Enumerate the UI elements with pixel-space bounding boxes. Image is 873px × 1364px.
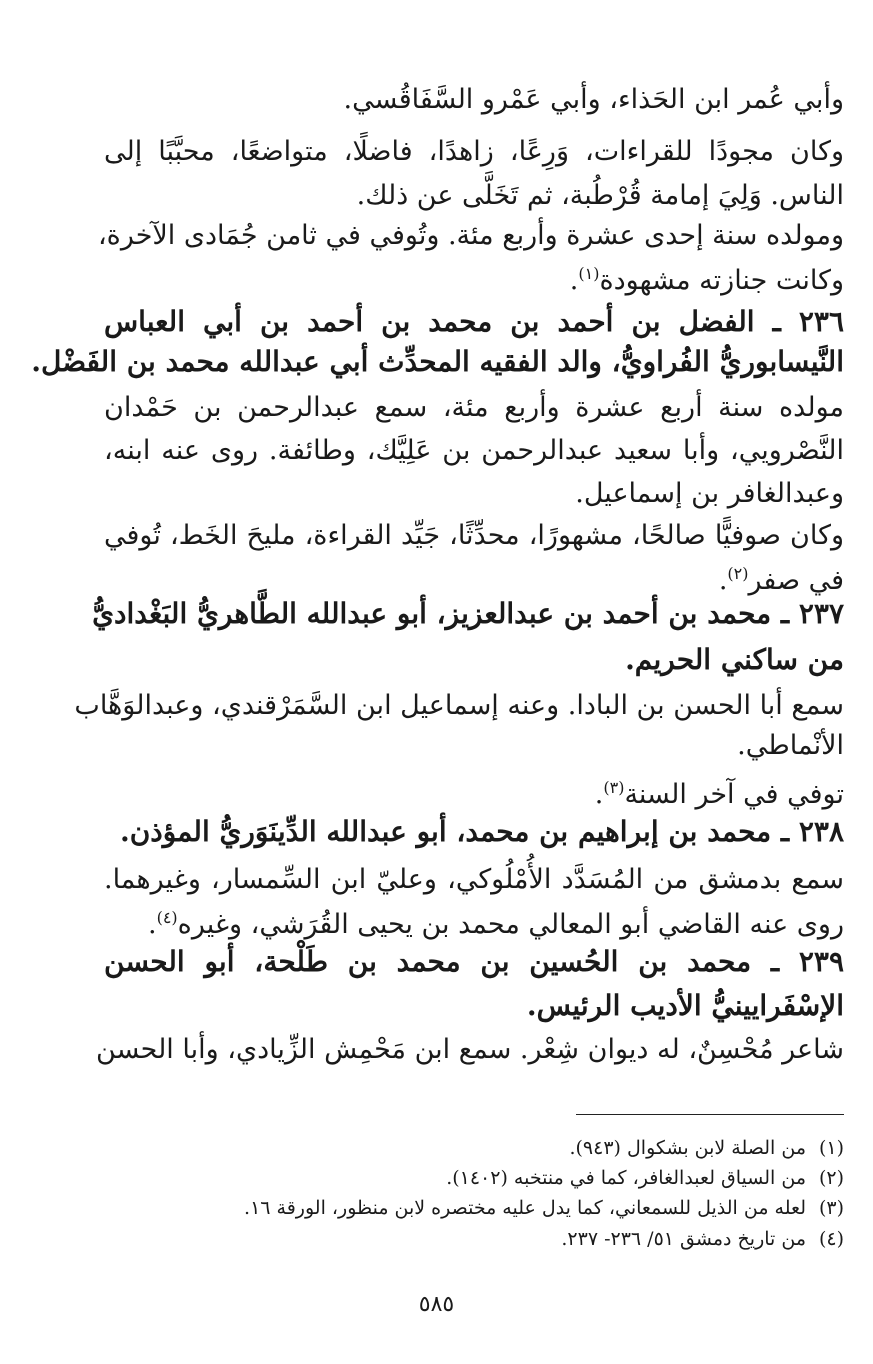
text-span: توفي في آخر السنة [624,779,844,810]
text-span: روى عنه القاضي أبو المعالي محمد بن يحيى القُرَشي، وغيره [177,909,844,940]
text-line [104,556,844,599]
text-line [104,900,844,943]
text-line [104,256,844,299]
entry-heading-239-cont: الإسْفَرايينيُّ الأديب الرئيس. [526,989,844,1022]
footnote-number: (٤) [818,1228,844,1250]
text-line: مولده سنة أربع عشرة وأربع مئة، سمع عبدالرحمن بن حَمْدان [104,392,844,423]
text-span: في صفر [748,565,844,596]
text-line: الأنْماطي. [737,730,844,761]
footnote-4 [124,1227,844,1251]
text-line: سمع بدمشق من المُسَدَّد الأُمْلُوكي، وعليّ ابن السِّمسار، وغيرهما. [104,864,844,895]
footnote-3 [124,1196,844,1220]
text-line: وكان صوفيًّا صالحًا، مشهورًا، محدِّثًا، جَيِّد القراءة، مليحَ الخَط، تُوفي [104,520,844,551]
footnote-2 [124,1166,844,1190]
footnote-text: من تاريخ دمشق ٥١/ ٢٣٦- ٢٣٧. [561,1228,806,1250]
entry-heading-239: ٢٣٩ ـ محمد بن الحُسين بن محمد بن طَلْحة، أبو الحسن [104,945,844,978]
footnote-text: لعله من الذيل للسمعاني، كما يدل عليه مختصره لابن منظور، الورقة ١٦. [244,1197,806,1219]
text-line: وكان مجودًا للقراءات، وَرِعًا، زاهدًا، فاضلًا، متواضعًا، محبَّبًا إلى [104,136,844,167]
footnote-text: من الصلة لابن بشكوال (٩٤٣). [569,1137,806,1159]
footnote-text: من السياق لعبدالغافر، كما في منتخبه (١٤٠٢). [446,1167,806,1189]
entry-heading-236-cont: النَّيسابوريُّ الفُراويُّ، والد الفقيه المحدِّث أبي عبدالله محمد بن الفَضْل. [31,345,844,378]
footnote-marker: (٣) [603,778,625,797]
footnote-separator [576,1114,844,1115]
entry-heading-236: ٢٣٦ ـ الفضل بن أحمد بن محمد بن أحمد بن أبي العباس [104,305,844,338]
text-span: . [594,779,604,810]
text-line [104,770,844,813]
text-span: . [147,909,157,940]
page-body [31,82,844,1352]
text-line: وأبي عُمر ابن الحَذاء، وأبي عَمْرو السَّفَاقُسي. [343,84,844,115]
page-number: ٥٨٥ [418,1292,455,1317]
entry-heading-237: ٢٣٧ ـ محمد بن أحمد بن عبدالعزيز، أبو عبدالله الطَّاهريُّ البَغْداديُّ [92,597,844,630]
text-line: وعبدالغافر بن إسماعيل. [575,478,844,509]
entry-heading-237-cont: من ساكني الحريم. [625,643,844,676]
footnote-marker: (٢) [727,564,749,583]
text-span: وكانت جنازته مشهودة [599,265,844,296]
text-line: شاعر مُحْسِنٌ، له ديوان شِعْر. سمع ابن مَحْمِش الزِّيادي، وأبا الحسن [96,1034,844,1065]
footnote-1 [124,1136,844,1160]
footnote-marker: (١) [578,264,600,283]
text-span: . [718,565,728,596]
footnote-number: (٣) [818,1197,844,1219]
text-line: ومولده سنة إحدى عشرة وأربع مئة. وتُوفي في ثامن جُمَادى الآخرة، [97,220,844,251]
entry-heading-238: ٢٣٨ ـ محمد بن إبراهيم بن محمد، أبو عبدالله الدِّينَوَريُّ المؤذن. [119,815,844,848]
footnote-number: (٢) [818,1167,844,1189]
text-line: الناس. وَلِيَ إمامة قُرْطُبة، ثم تَخَلَّى عن ذلك. [356,180,844,211]
footnote-number: (١) [818,1137,844,1159]
text-line: سمع أبا الحسن بن البادا. وعنه إسماعيل ابن السَّمَرْقندي، وعبدالوَهَّاب [74,690,844,721]
text-line: النَّصْرويي، وأبا سعيد عبدالرحمن بن عَلِيَّك، وطائفة. روى عنه ابنه، [104,435,844,466]
text-span: . [569,265,579,296]
footnote-marker: (٤) [156,908,178,927]
